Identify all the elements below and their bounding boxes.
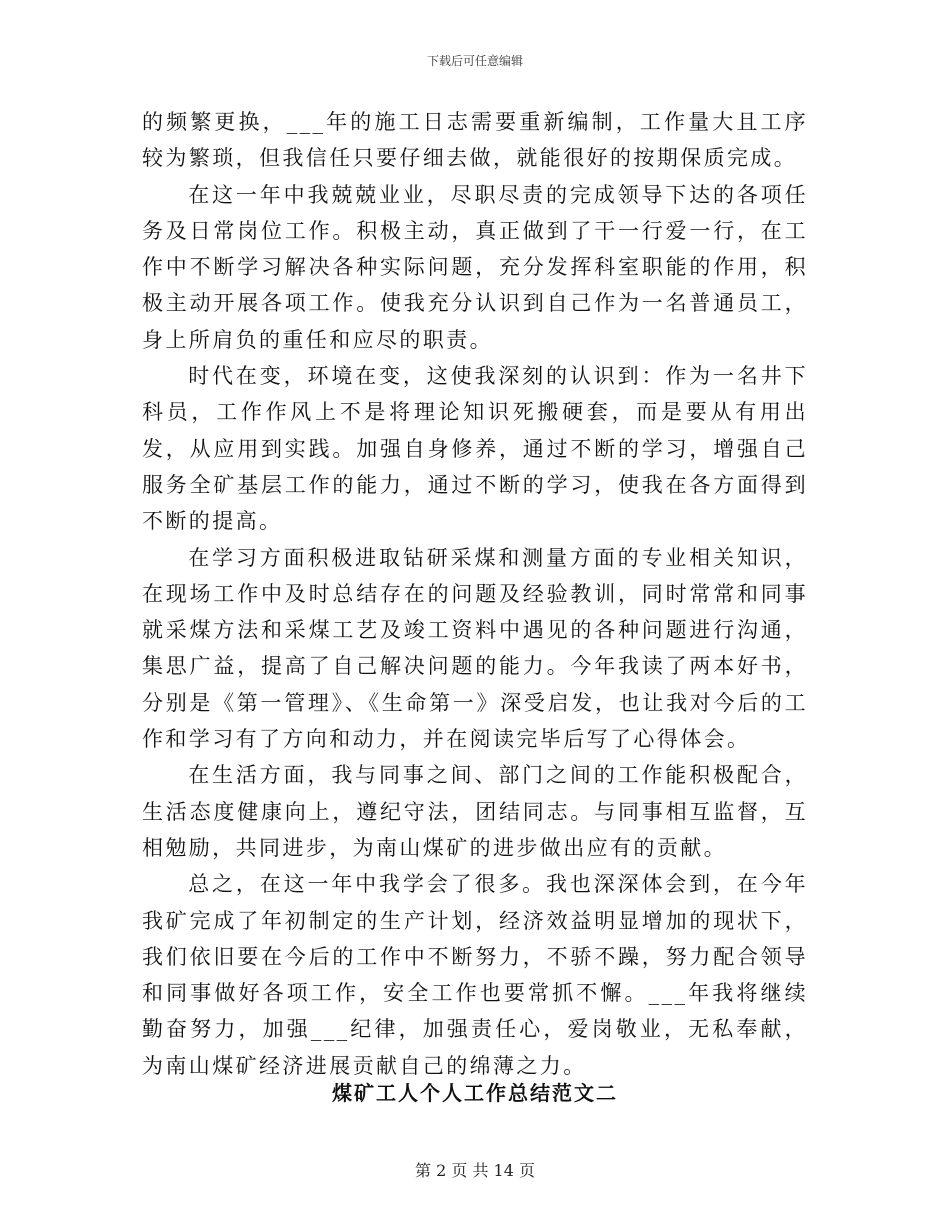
paragraph: 时代在变，环境在变，这使我深刻的认识到：作为一名井下科员，工作作风上不是将理论知识死搬硬套，而是要从有用出发，从应用到实践。加强自身修养，通过不断的学习，增强自己服务全矿基层工作的能力，通过不断的学习，使我在各方面得到不断的提高。 <box>142 364 808 534</box>
paragraph-continuation: 的频繁更换，___年的施工日志需要重新编制，工作量大且工序较为繁琐，但我信任只要仔细去做，就能很好的按期保质完成。 <box>142 110 808 171</box>
paragraph: 总之，在这一年中我学会了很多。我也深深体会到，在今年我矿完成了年初制定的生产计划，经济效益明显增加的现状下，我们依旧要在今后的工作中不断努力，不骄不躁，努力配合领导和同事做好各项工作，安全工作也要常抓不懈。___年我将继续勤奋努力，加强___纪律，加强责任心，爱岗敬业，无私奉献，为南山煤矿经济进展贡献自己的绵薄之力。 <box>142 872 808 1078</box>
paragraph: 在学习方面积极进取钻研采煤和测量方面的专业相关知识，在现场工作中及时总结存在的问题及经验教训，同时常常和同事就采煤方法和采煤工艺及竣工资料中遇见的各种问题进行沟通，集思广益，提高了自己解决问题的能力。今年我读了两本好书，分别是《第一管理》、《生命第一》深受启发，也让我对今后的工作和学习有了方向和动力，并在阅读完毕后写了心得体会。 <box>142 545 808 752</box>
page-header: 下载后可任意编辑 <box>426 54 523 68</box>
section-title: 煤矿工人个人工作总结范文二 <box>332 1081 618 1105</box>
page-number: 第 2 页 共 14 页 <box>415 1161 535 1180</box>
paragraph: 在生活方面，我与同事之间、部门之间的工作能积极配合，生活态度健康向上，遵纪守法，团结同志。与同事相互监督，互相勉励，共同进步，为南山煤矿的进步做出应有的贡献。 <box>142 763 808 860</box>
paragraph: 在这一年中我兢兢业业，尽职尽责的完成领导下达的各项任务及日常岗位工作。积极主动，真正做到了干一行爱一行，在工作中不断学习解决各种实际问题，充分发挥科室职能的作用，积极主动开展各项工作。使我充分认识到自己作为一名普通员工，身上所肩负的重任和应尽的职责。 <box>142 182 808 352</box>
body-text <box>142 104 808 1084</box>
